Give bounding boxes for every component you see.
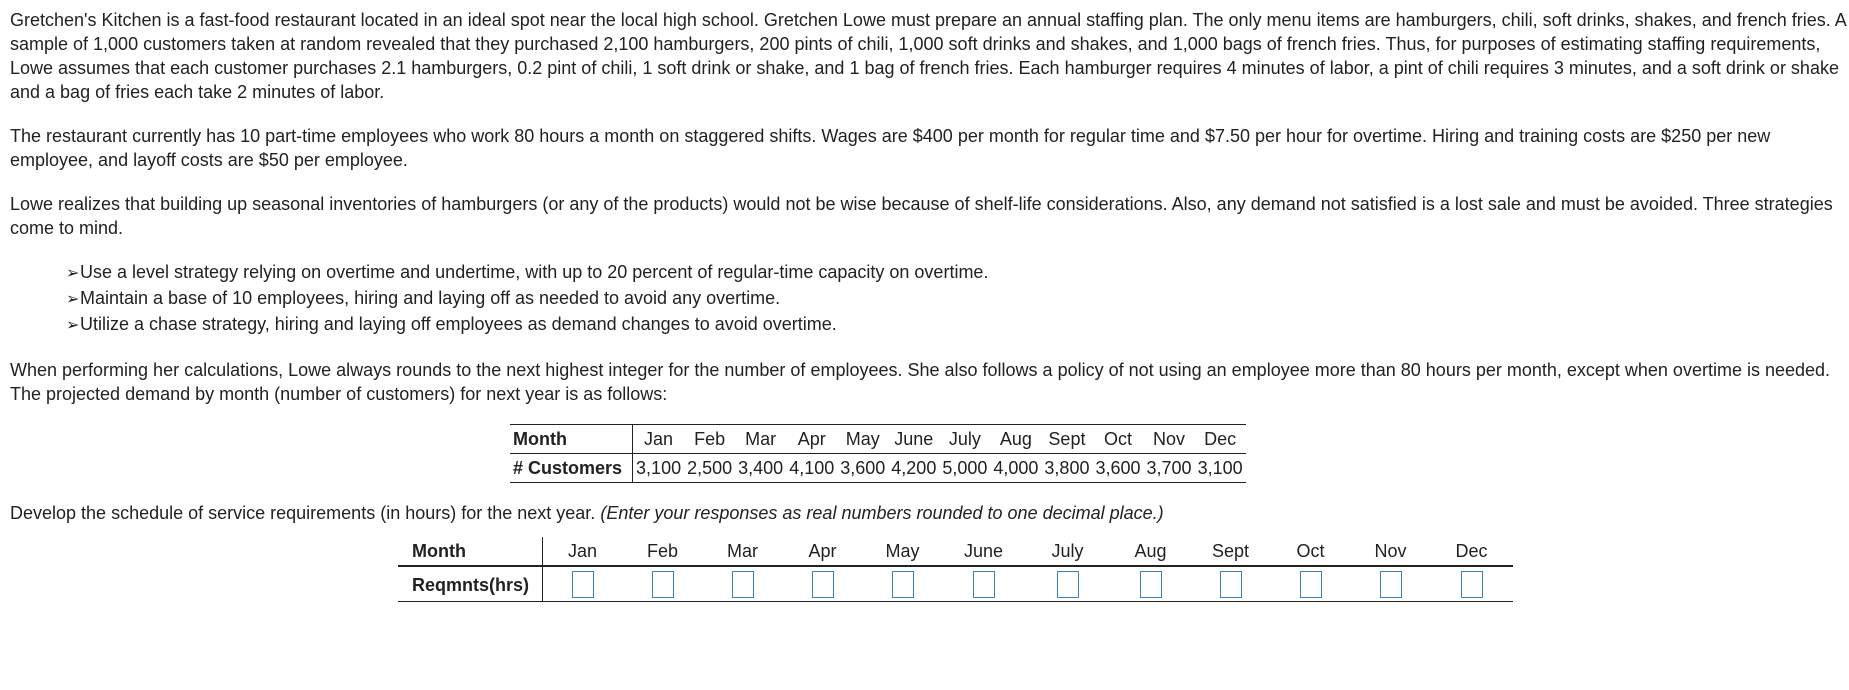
reqmnts-input-oct[interactable] [1300,571,1322,598]
demand-value: 3,600 [1095,458,1141,478]
demand-value: 3,700 [1146,458,1192,478]
reqmnts-input-july[interactable] [1057,571,1079,598]
requirements-cell [1351,566,1431,602]
reqmnts-input-may[interactable] [892,571,914,598]
demand-month: June [894,429,934,449]
employees-paragraph: The restaurant currently has 10 part-time employees who work 80 hours a month on staggered shifts. Wages are $400 per month for regular time and $7.50 per hour for overtime. Hiring and training costs are $250 per new employee, and layoff costs are $50 per employee. [10,126,1771,170]
requirements-cell [1025,566,1111,602]
demand-value: 4,200 [891,458,937,478]
instruction-text: Develop the schedule of service requirements (in hours) for the next year. [10,503,596,523]
reqmnts-input-jan[interactable] [572,571,594,598]
demand-header-row [510,425,1246,454]
demand-table [510,424,1246,483]
demand-value: 3,100 [1197,458,1243,478]
reqmnts-input-apr[interactable] [812,571,834,598]
demand-month-label: Month [510,425,633,454]
demand-value: 2,500 [687,458,733,478]
requirements-cell [1431,566,1513,602]
reqmnts-input-aug[interactable] [1140,571,1162,598]
requirements-table [398,537,1513,602]
requirements-month: Dec [1431,537,1513,566]
strategy-item [66,286,1846,312]
strategy-item [66,312,1846,338]
requirements-month: Sept [1191,537,1271,566]
demand-table-container [10,424,1846,483]
demand-customers-row [510,454,1246,483]
requirements-header-row [398,537,1513,566]
demand-month: Dec [1204,429,1237,449]
requirements-month: Oct [1271,537,1351,566]
reqmnts-input-nov[interactable] [1380,571,1402,598]
demand-month: Oct [1103,429,1132,449]
reqmnts-input-feb[interactable] [652,571,674,598]
requirements-cell [943,566,1025,602]
requirements-cell [1271,566,1351,602]
demand-value: 3,100 [636,458,682,478]
demand-value: 3,800 [1044,458,1090,478]
reqmnts-input-sept[interactable] [1220,571,1242,598]
requirements-cell [703,566,783,602]
requirements-month: Mar [703,537,783,566]
instruction-note: (Enter your responses as real numbers rounded to one decimal place.) [600,503,1164,523]
reqmnts-input-june[interactable] [973,571,995,598]
arrow-bullet-icon: ➢ [66,291,80,308]
policy-paragraph: When performing her calculations, Lowe always rounds to the next highest integer for the number of employees. She also follows a policy of not using an employee more than 80 hours per month, except when overtime is needed. The projected demand by month (number of customers) for next year is as follows: [10,360,1831,404]
strategy-item [66,260,1846,286]
demand-month: Nov [1153,429,1186,449]
demand-value: 4,100 [789,458,835,478]
demand-value: 4,000 [993,458,1039,478]
intro-paragraph: Gretchen's Kitchen is a fast-food restaurant located in an ideal spot near the local high school. Gretchen Lowe must prepare an annual staffing plan. The only menu items are hamburgers, chili, soft drinks, shakes, and french fries. A sample of 1,000 customers taken at random revealed that they purchased 2,100 hamburgers, 200 pints of chili, 1,000 soft drinks and shakes, and 1,000 bags of french fries. Thus, for purposes of estimating staffing requirements, Lowe assumes that each customer purchases 2.1 hamburgers, 0.2 pint of chili, 1 soft drink or shake, and 1 bag of french fries. Each hamburger requires 4 minutes of labor, a pint of chili requires 3 minutes, and a soft drink or shake and a bag of fries each take 2 minutes of labor. [10,10,1846,102]
requirements-cell [542,566,623,602]
reqmnts-input-mar[interactable] [732,571,754,598]
requirements-month: June [943,537,1025,566]
strategy-text: Use a level strategy relying on overtime and undertime, with up to 20 percent of regular-time capacity on overtime. [80,262,989,282]
demand-value: 3,400 [738,458,784,478]
requirements-month: Feb [623,537,703,566]
requirements-month: Jan [542,537,623,566]
requirements-month: July [1025,537,1111,566]
requirements-month: Apr [783,537,863,566]
requirements-hours-label: Reqmnts(hrs) [398,566,542,602]
arrow-bullet-icon: ➢ [66,317,80,334]
strategy-list [10,260,1846,338]
demand-customers-label: # Customers [510,454,633,483]
strategy-text: Utilize a chase strategy, hiring and laying off employees as demand changes to avoid overtime. [80,314,837,334]
demand-month: May [845,429,880,449]
instruction-line [10,501,1846,525]
demand-month: Feb [694,429,726,449]
demand-month: July [948,429,981,449]
demand-month: Sept [1048,429,1086,449]
arrow-bullet-icon: ➢ [66,265,80,282]
demand-value: 3,600 [840,458,886,478]
requirements-month: Aug [1111,537,1191,566]
demand-month: Mar [745,429,777,449]
requirements-cell [863,566,943,602]
requirements-month-label: Month [398,537,542,566]
demand-month: Jan [644,429,674,449]
demand-month: Apr [797,429,826,449]
requirements-input-row [398,566,1513,602]
reqmnts-input-dec[interactable] [1461,571,1483,598]
requirements-month: Nov [1351,537,1431,566]
requirements-cell [1111,566,1191,602]
requirements-cell [1191,566,1271,602]
strategies-intro-paragraph: Lowe realizes that building up seasonal inventories of hamburgers (or any of the products) would not be wise because of shelf-life considerations. Also, any demand not satisfied is a lost sale and must be avoided. Three strategies come to mind. [10,194,1833,238]
strategy-text: Maintain a base of 10 employees, hiring and laying off as needed to avoid any overtime. [80,288,781,308]
demand-value: 5,000 [942,458,988,478]
requirements-table-container [10,537,1846,602]
requirements-month: May [863,537,943,566]
demand-month: Aug [999,429,1032,449]
requirements-cell [623,566,703,602]
requirements-cell [783,566,863,602]
